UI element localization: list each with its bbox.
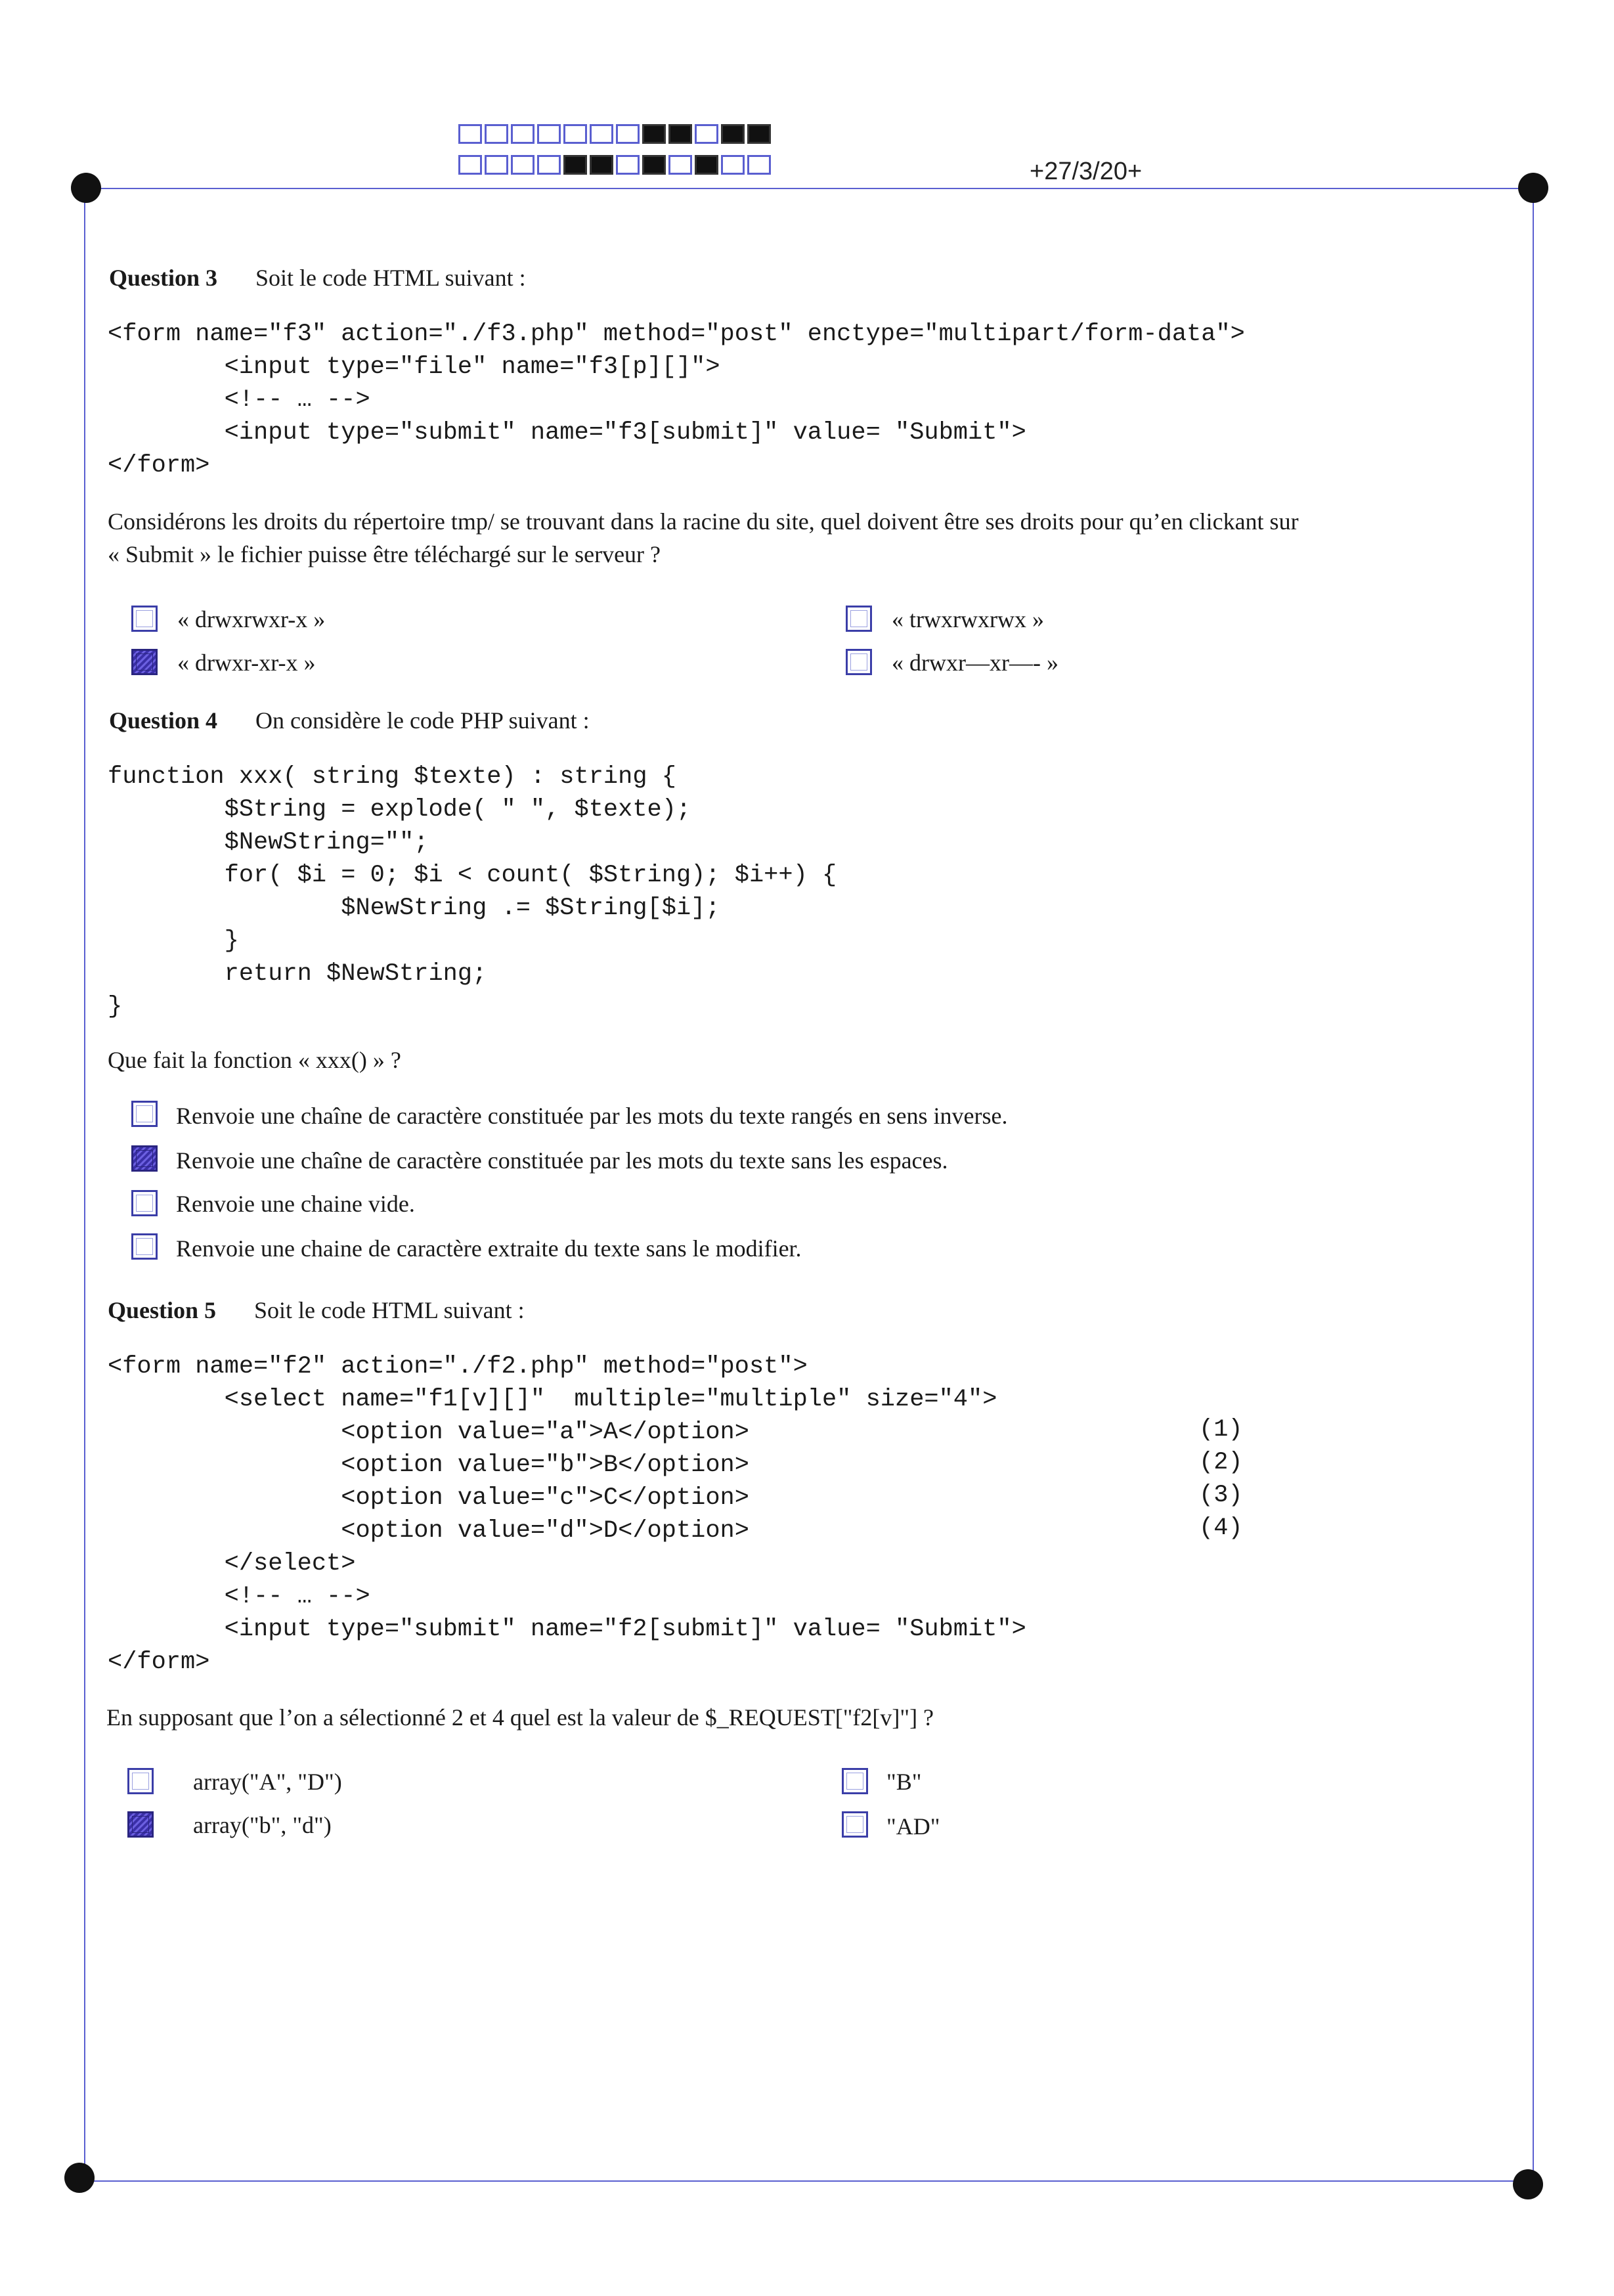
q5-code-line: <option value="b">B</option> [108, 1451, 749, 1479]
q3-label: Question 3 [109, 265, 218, 291]
q4-code-line: for( $i = 0; $i < count( $String); $i++) { [108, 862, 837, 889]
q4-heading [109, 707, 590, 734]
barcode-cell [642, 124, 666, 144]
q3-question-line-2: « Submit » le fichier puisse être téléchargé sur le serveur ? [108, 541, 661, 567]
barcode-bottom [458, 155, 774, 177]
q5-line-number: (3) [1199, 1482, 1243, 1509]
barcode-cell [563, 124, 587, 144]
q5-code-line: <!-- … --> [108, 1583, 370, 1610]
barcode-cell [668, 124, 692, 144]
q5-code-line: <option value="d">D</option> [108, 1517, 749, 1545]
barcode-cell [668, 155, 692, 175]
q3-option-2-label: « drwxr-xr-x » [177, 650, 316, 676]
q5-option-1-checkbox[interactable] [127, 1768, 154, 1794]
q3-option-1-checkbox[interactable] [131, 606, 158, 632]
q5-prompt: Soit le code HTML suivant : [254, 1297, 525, 1323]
barcode-cell [511, 155, 534, 175]
q4-code-line: $String = explode( " ", $texte); [108, 796, 691, 824]
barcode-cell [590, 124, 613, 144]
barcode-cell [747, 124, 771, 144]
q4-prompt: On considère le code PHP suivant : [255, 707, 590, 734]
corner-marker-bottom-left [64, 2163, 95, 2193]
barcode-cell [563, 155, 587, 175]
q5-line-number: (4) [1199, 1514, 1243, 1542]
q3-option-4-label: « drwxr—xr—- » [892, 650, 1058, 676]
barcode-cell [590, 155, 613, 175]
q5-option-1-label: array("A", "D") [193, 1769, 342, 1795]
q5-code-line: </form> [108, 1648, 210, 1676]
q3-code-line: <form name="f3" action="./f3.php" method="post" enctype="multipart/form-data"> [108, 320, 1245, 348]
q4-option-4-label: Renvoie une chaine de caractère extraite du texte sans le modifier. [176, 1235, 802, 1262]
q3-option-4-checkbox[interactable] [846, 649, 872, 675]
q5-label: Question 5 [108, 1297, 217, 1323]
corner-marker-top-right [1518, 173, 1548, 203]
barcode-cell [721, 155, 745, 175]
q5-line-number: (2) [1199, 1449, 1243, 1476]
q4-option-4-checkbox[interactable] [131, 1233, 158, 1260]
q4-option-2-label: Renvoie une chaîne de caractère constituée par les mots du texte sans les espaces. [176, 1147, 948, 1174]
q5-code-line: <option value="c">C</option> [108, 1484, 749, 1512]
q4-option-3-label: Renvoie une chaine vide. [176, 1191, 415, 1217]
q5-code-line: <form name="f2" action="./f2.php" method="post"> [108, 1353, 808, 1380]
q3-heading [109, 264, 526, 292]
q5-code-line: <option value="a">A</option> [108, 1419, 749, 1446]
barcode-cell [485, 155, 508, 175]
q5-option-4-label: "AD" [886, 1813, 940, 1840]
barcode-cell [485, 124, 508, 144]
q4-question: Que fait la fonction « xxx() » ? [108, 1047, 401, 1073]
q3-option-2-checkbox[interactable] [131, 649, 158, 675]
q3-question-line-1: Considérons les droits du répertoire tmp/ se trouvant dans la racine du site, quel doivent être ses droits pour qu’en clickant sur [108, 508, 1299, 535]
barcode-cell [721, 124, 745, 144]
q3-code-line: <input type="file" name="f3[p][]"> [108, 353, 720, 381]
q3-prompt: Soit le code HTML suivant : [255, 265, 526, 291]
barcode-cell [511, 124, 534, 144]
barcode-cell [747, 155, 771, 175]
q3-option-3-label: « trwxrwxrwx » [892, 606, 1044, 632]
barcode-cell [642, 155, 666, 175]
q5-option-2-label: array("b", "d") [193, 1812, 332, 1838]
q4-label: Question 4 [109, 707, 218, 734]
q3-option-1-label: « drwxrwxr-x » [177, 606, 326, 632]
q5-code-line: <select name="f1[v][]" multiple="multiple" size="4"> [108, 1386, 997, 1413]
q4-option-3-checkbox[interactable] [131, 1190, 158, 1216]
q4-option-1-checkbox[interactable] [131, 1101, 158, 1127]
q3-code-line: </form> [108, 452, 210, 479]
q4-option-2-checkbox[interactable] [131, 1145, 158, 1172]
q5-option-3-label: "B" [886, 1769, 922, 1795]
barcode-cell [537, 124, 561, 144]
barcode-cell [458, 155, 482, 175]
corner-marker-bottom-right [1513, 2169, 1543, 2199]
q5-code-line: <input type="submit" name="f2[submit]" value= "Submit"> [108, 1616, 1026, 1643]
q5-option-4-checkbox[interactable] [842, 1811, 868, 1838]
barcode-cell [616, 155, 640, 175]
barcode-cell [458, 124, 482, 144]
q4-code-line: $NewString=""; [108, 829, 429, 856]
barcode-cell [695, 124, 718, 144]
q5-line-number: (1) [1199, 1416, 1243, 1444]
barcode-cell [616, 124, 640, 144]
q5-question: En supposant que l’on a sélectionné 2 et 4 quel est la valeur de $_REQUEST["f2[v]"] ? [106, 1704, 934, 1731]
q3-code-line: <input type="submit" name="f3[submit]" value= "Submit"> [108, 419, 1026, 447]
q5-code-line: </select> [108, 1550, 356, 1578]
q4-code-line: } [108, 927, 239, 955]
q3-option-3-checkbox[interactable] [846, 606, 872, 632]
barcode-cell [537, 155, 561, 175]
q3-code-line: <!-- … --> [108, 386, 370, 414]
q4-code-line: $NewString .= $String[$i]; [108, 894, 720, 922]
q4-code-line: return $NewString; [108, 960, 487, 988]
page-frame [84, 188, 1534, 2182]
barcode-top [458, 124, 774, 146]
q4-code-line: } [108, 993, 123, 1021]
barcode-cell [695, 155, 718, 175]
q5-option-3-checkbox[interactable] [842, 1768, 868, 1794]
sheet-id: +27/3/20+ [1030, 158, 1143, 185]
corner-marker-top-left [71, 173, 101, 203]
q4-option-1-label: Renvoie une chaîne de caractère constituée par les mots du texte rangés en sens inverse. [176, 1103, 1008, 1129]
q5-option-2-checkbox[interactable] [127, 1811, 154, 1838]
q4-code-line: function xxx( string $texte) : string { [108, 763, 676, 791]
q5-heading [108, 1296, 525, 1324]
